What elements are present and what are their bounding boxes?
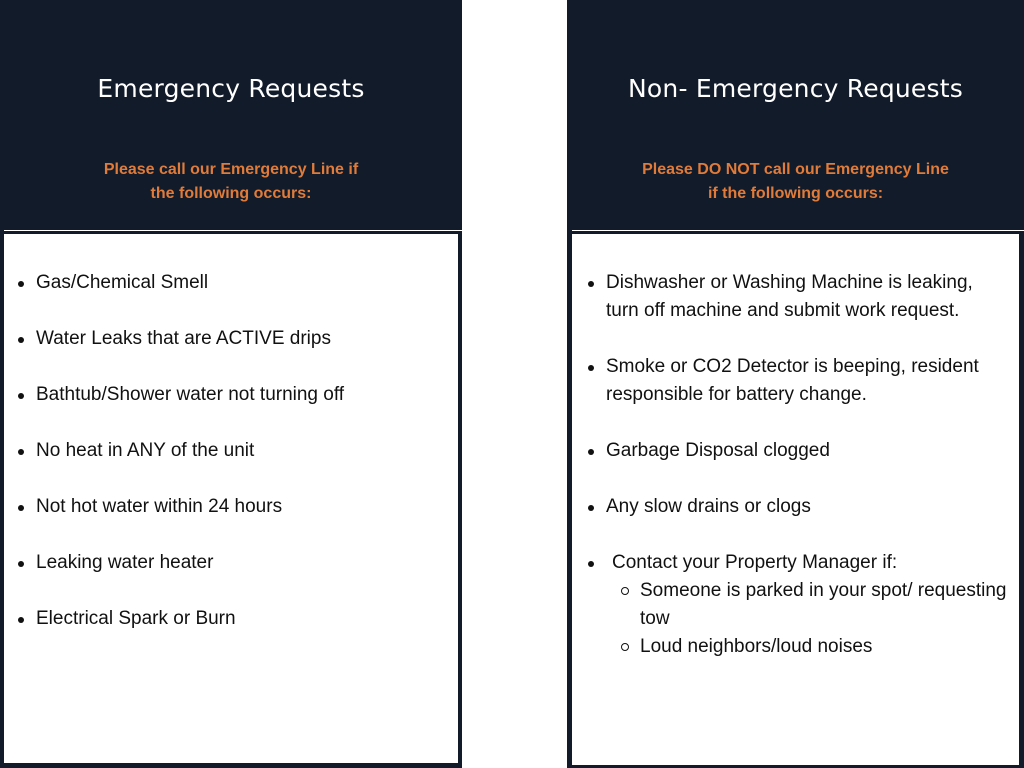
non-emergency-subtitle-line-2: if the following occurs: [707, 185, 884, 202]
emergency-title: Emergency Requests [97, 74, 365, 103]
list-item: Not hot water within 24 hours [8, 493, 448, 521]
list-item: No heat in ANY of the unit [8, 437, 448, 465]
list-item: Leaking water heater [8, 549, 448, 577]
non-emergency-list-box [572, 234, 1019, 765]
sublist-item: Someone is parked in your spot/ requesting tow [606, 577, 1007, 633]
emergency-list [8, 269, 448, 661]
emergency-subtitle-line-2: the following occurs: [150, 185, 312, 202]
list-item: Water Leaks that are ACTIVE drips [8, 325, 448, 353]
contact-sublist [606, 577, 1007, 661]
emergency-divider [4, 230, 462, 231]
non-emergency-panel [567, 0, 1024, 768]
non-emergency-list [578, 269, 1007, 689]
list-item: Smoke or CO2 Detector is beeping, resident responsible for battery change. [578, 353, 1007, 409]
list-item: Dishwasher or Washing Machine is leaking, turn off machine and submit work request. [578, 269, 1007, 325]
non-emergency-subtitle-line-1: Please DO NOT call our Emergency Line [642, 161, 949, 178]
list-item: Garbage Disposal clogged [578, 437, 1007, 465]
contact-list-item [578, 549, 1007, 661]
emergency-subtitle [0, 158, 462, 206]
non-emergency-divider [572, 230, 1024, 231]
list-item: Bathtub/Shower water not turning off [8, 381, 448, 409]
list-item: Electrical Spark or Burn [8, 605, 448, 633]
non-emergency-title: Non- Emergency Requests [628, 74, 963, 103]
contact-label: Contact your Property Manager if: [612, 552, 898, 573]
list-item: Gas/Chemical Smell [8, 269, 448, 297]
non-emergency-subtitle [567, 158, 1024, 206]
sublist-item: Loud neighbors/loud noises [606, 633, 1007, 661]
emergency-list-box [4, 234, 458, 763]
list-item: Any slow drains or clogs [578, 493, 1007, 521]
emergency-subtitle-line-1: Please call our Emergency Line if [103, 161, 359, 178]
emergency-panel [0, 0, 462, 768]
